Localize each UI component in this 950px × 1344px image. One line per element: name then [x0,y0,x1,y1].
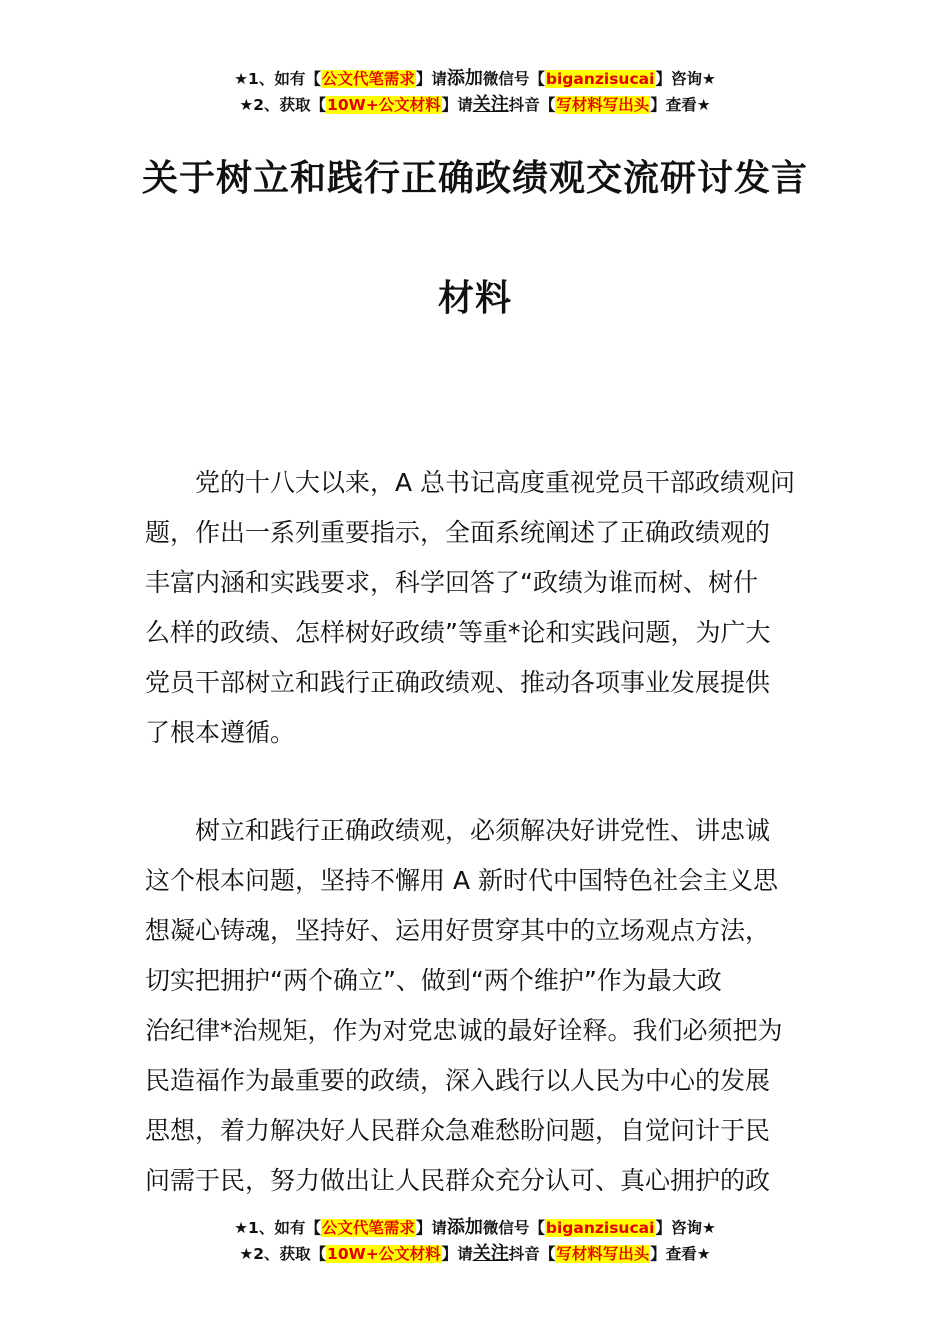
highlight-demand: 公文代笔需求 [321,1219,415,1237]
banner-line-2: ★2、获取【10W+公文材料】请关注抖音【写材料写出头】查看★ [239,1243,711,1264]
paragraph-line: 了根本遵循。 [145,718,296,747]
highlight-douyin: 写材料写出头 [556,96,650,114]
highlight-douyin: 写材料写出头 [556,1245,650,1263]
highlight-material: 10W+公文材料 [327,1245,441,1263]
document-title-line-2: 材料 [437,278,512,319]
footer-banner [0,1215,950,1267]
banner-line-1: ★1、如有【公文代笔需求】请添加微信号【biganzisucai】咨询★ [234,1217,716,1238]
paragraph-line: 想凝心铸魂，坚持好、运用好贯穿其中的立场观点方法， [145,916,771,945]
paragraph-line: 题，作出一系列重要指示，全面系统阐述了正确政绩观的 [145,518,771,547]
highlight-material: 10W+公文材料 [327,96,441,114]
paragraph-line: 思想，着力解决好人民群众急难愁盼问题，自觉问计于民 [145,1116,771,1145]
banner-line-2: ★2、获取【10W+公文材料】请关注抖音【写材料写出头】查看★ [239,94,711,115]
paragraph-line: 么样的政绩、怎样树好政绩”等重*论和实践问题，为广大 [145,618,771,647]
paragraph-line: 党的十八大以来，A 总书记高度重视党员干部政绩观问 [195,468,796,497]
paragraph-2 [145,806,810,1206]
paragraph-line: 问需于民，努力做出让人民群众充分认可、真心拥护的政 [145,1166,771,1195]
highlight-wechat: biganzisucai [545,70,655,88]
banner-line-1: ★1、如有【公文代笔需求】请添加微信号【biganzisucai】咨询★ [234,68,716,89]
paragraph-line: 切实把拥护“两个确立”、做到“两个维护”作为最大政 [145,966,722,995]
paragraph-line: 树立和践行正确政绩观，必须解决好讲党性、讲忠诚 [195,816,771,845]
highlight-demand: 公文代笔需求 [321,70,415,88]
paragraph-line: 治纪律*治规矩，作为对党忠诚的最好诠释。我们必须把为 [145,1016,783,1045]
paragraph-line: 民造福作为最重要的政绩，深入践行以人民为中心的发展 [145,1066,771,1095]
paragraph-line: 丰富内涵和实践要求，科学回答了“政绩为谁而树、树什 [145,568,758,597]
highlight-wechat: biganzisucai [545,1219,655,1237]
paragraph-1 [145,458,810,758]
paragraph-line: 党员干部树立和践行正确政绩观、推动各项事业发展提供 [145,668,771,697]
header-banner [0,66,950,118]
document-title-line-1: 关于树立和践行正确政绩观交流研讨发言 [141,158,808,199]
paragraph-line: 这个根本问题，坚持不懈用 A 新时代中国特色社会主义思 [145,866,778,895]
